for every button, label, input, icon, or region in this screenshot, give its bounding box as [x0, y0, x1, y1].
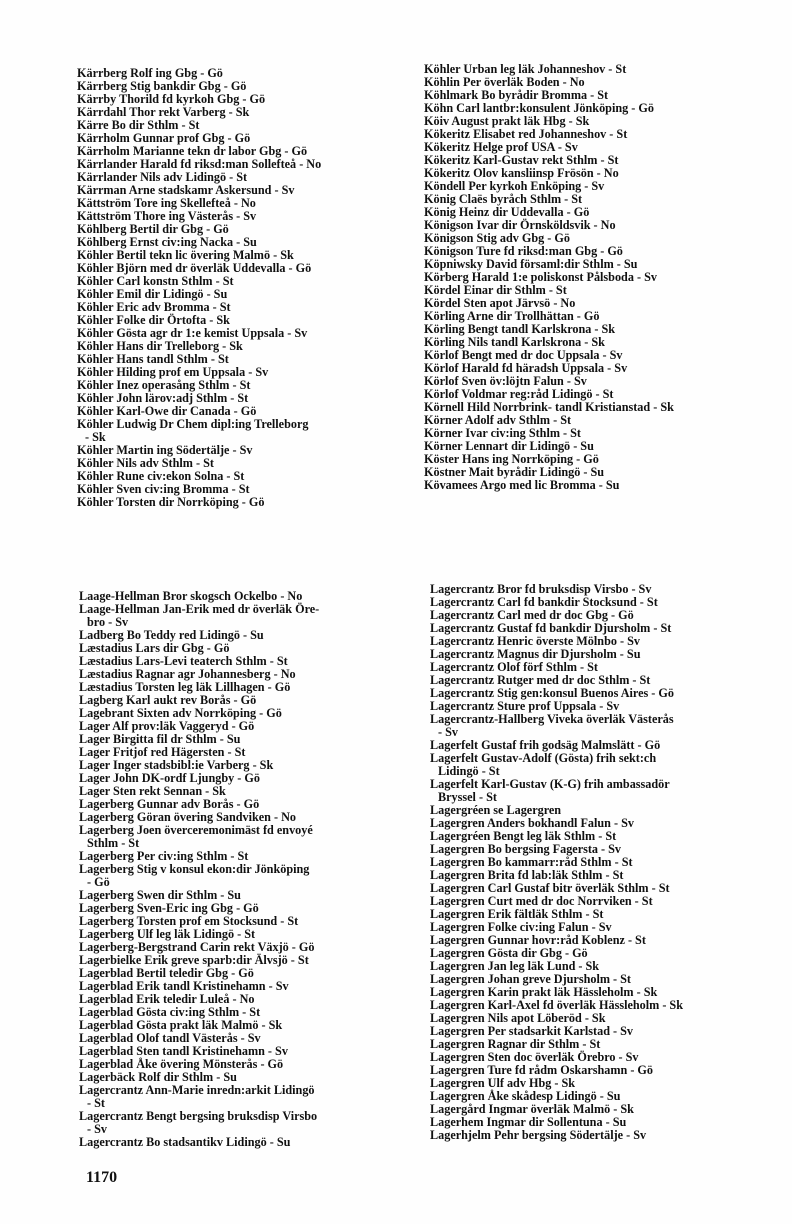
directory-entry: Köndell Per kyrkoh Enköping - Sv	[424, 179, 605, 193]
directory-entry: Kärrholm Marianne tekn dr labor Gbg - Gö	[77, 144, 308, 158]
directory-entry	[430, 778, 683, 804]
directory-entry: Köhlin Per överläk Boden - No	[424, 75, 585, 89]
directory-entry: Körlof Harald fd häradsh Uppsala - Sv	[424, 361, 628, 375]
directory-entry: Körberg Harald 1:e poliskonst Pålsboda - Sv	[424, 270, 657, 284]
directory-entry: Köhler Hilding prof em Uppsala - Sv	[77, 365, 269, 379]
directory-entry: Lagercrantz Olof förf Sthlm - St	[430, 660, 598, 674]
directory-entry: Lagergren Bo kammarr:råd Sthlm - St	[430, 855, 633, 869]
directory-entry: Lagerbielke Erik greve sparb:dir Älvsjö - St	[79, 953, 309, 967]
directory-entry: Kärrberg Stig bankdir Gbg - Gö	[77, 79, 247, 93]
directory-entry: Kärrlander Nils adv Lidingö - St	[77, 170, 248, 184]
directory-entry: Lagergren Karin prakt läk Hässleholm - Sk	[430, 985, 658, 999]
directory-entry: Kärrlander Harald fd riksd:man Sollefteå - No	[77, 157, 322, 171]
directory-entry: Körlof Bengt med dr doc Uppsala - Sv	[424, 348, 623, 362]
directory-entry: Köster Hans ing Norrköping - Gö	[424, 452, 599, 466]
directory-entry	[430, 713, 683, 739]
directory-entry: Lagerberg Ulf leg läk Lidingö - St	[79, 927, 256, 941]
directory-entry: Köhler Hans tandl Sthlm - St	[77, 352, 229, 366]
directory-entry: Köhler John lärov:adj Sthlm - St	[77, 391, 249, 405]
directory-entry: Lager John DK-ordf Ljungby - Gö	[79, 771, 260, 785]
directory-entry: Köhler Sven civ:ing Bromma - St	[77, 482, 250, 496]
directory-entry: Lager Birgitta fil dr Sthlm - Su	[79, 732, 241, 746]
directory-entry: Lagebrant Sixten adv Norrköping - Gö	[79, 706, 282, 720]
directory-entry: Lagergréen Bengt leg läk Sthlm - St	[430, 829, 617, 843]
directory-entry: Königson Ture fd riksd:man Gbg - Gö	[424, 244, 623, 258]
directory-column-bottom-right	[430, 583, 683, 1142]
directory-entry: Köhler Torsten dir Norrköping - Gö	[77, 495, 265, 509]
directory-entry: Lagerbäck Rolf dir Sthlm - Su	[79, 1070, 237, 1084]
directory-entry: Körner Lennart dir Lidingö - Su	[424, 439, 594, 453]
directory-entry: Lagergren Per stadsarkit Karlstad - Sv	[430, 1024, 633, 1038]
directory-entry: Köhler Nils adv Sthlm - St	[77, 456, 214, 470]
directory-entry: Lagerhem Ingmar dir Sollentuna - Su	[430, 1115, 627, 1129]
directory-entry: Lagercrantz Sture prof Uppsala - Sv	[430, 699, 620, 713]
directory-entry: Köhlmark Bo byrådir Bromma - St	[424, 88, 609, 102]
directory-entry-text: Lagercrantz Ann-Marie inredn:arkit Lidingö	[79, 1083, 315, 1097]
directory-entry: Lagergren Jan leg läk Lund - Sk	[430, 959, 600, 973]
directory-entry: Lagerblad Åke övering Mönsterås - Gö	[79, 1057, 284, 1071]
directory-entry: Kärre Bo dir Sthlm - St	[77, 118, 200, 132]
directory-entry: Kördel Einar dir Sthlm - St	[424, 283, 567, 297]
directory-entry	[430, 752, 683, 778]
directory-entry: Lagercrantz Gustaf fd bankdir Djursholm - St	[430, 621, 672, 635]
directory-entry: Köhler Folke dir Örtofta - Sk	[77, 313, 230, 327]
directory-entry: Ladberg Bo Teddy red Lidingö - Su	[79, 628, 264, 642]
directory-column-bottom-left	[79, 590, 319, 1149]
directory-entry: Lager Sten rekt Sennan - Sk	[79, 784, 226, 798]
directory-entry: Lagergren Nils apot Löberöd - Sk	[430, 1011, 606, 1025]
directory-entry: Lagerblad Gösta civ:ing Sthlm - St	[79, 1005, 261, 1019]
directory-entry: Lagergård Ingmar överläk Malmö - Sk	[430, 1102, 634, 1116]
directory-entry: Körlof Sven öv:löjtn Falun - Sv	[424, 374, 587, 388]
directory-entry: Lagerblad Bertil teledir Gbg - Gö	[79, 966, 254, 980]
directory-entry: Lagergren Karl-Axel fd överläk Hässleholm - Sk	[430, 998, 683, 1012]
directory-entry: Körling Nils tandl Karlskrona - Sk	[424, 335, 605, 349]
directory-entry-continuation: Lidingö - St	[438, 764, 500, 778]
directory-entry: Kökeritz Karl-Gustav rekt Sthlm - St	[424, 153, 619, 167]
directory-entry-text: Lagerfelt Karl-Gustav (K-G) frih ambassadör	[430, 777, 670, 791]
directory-entry: Lagberg Karl aukt rev Borås - Gö	[79, 693, 257, 707]
directory-entry-continuation: Sthlm - St	[87, 836, 140, 850]
directory-entry: Læstadius Torsten leg läk Lillhagen - Gö	[79, 680, 291, 694]
directory-entry: Lagergren Gunnar hovr:råd Koblenz - St	[430, 933, 646, 947]
directory-entry: Kättström Tore ing Skellefteå - No	[77, 196, 256, 210]
directory-entry: König Heinz dir Uddevalla - Gö	[424, 205, 590, 219]
directory-entry: Lager Inger stadsbibl:ie Varberg - Sk	[79, 758, 274, 772]
directory-entry: Köhler Gösta agr dr 1:e kemist Uppsala - Sv	[77, 326, 308, 340]
directory-entry: Körner Ivar civ:ing Sthlm - St	[424, 426, 581, 440]
directory-entry: Lagercrantz Magnus dir Djursholm - Su	[430, 647, 641, 661]
directory-entry: Lagergren Erik fältläk Sthlm - St	[430, 907, 604, 921]
directory-entry: Körnell Hild Norrbrink- tandl Kristianstad - Sk	[424, 400, 674, 414]
directory-entry-continuation: - St	[87, 1096, 105, 1110]
directory-entry: Köhn Carl lantbr:konsulent Jönköping - Gö	[424, 101, 654, 115]
directory-entry-text: Lagercrantz-Hallberg Viveka överläk Västerås	[430, 712, 674, 726]
directory-entry: Lagergren Carl Gustaf bitr överläk Sthlm - St	[430, 881, 670, 895]
directory-entry: Lagercrantz Henric överste Mölnbo - Sv	[430, 634, 640, 648]
directory-entry: Lagergren Folke civ:ing Falun - Sv	[430, 920, 612, 934]
directory-entry: Lagerberg Gunnar adv Borås - Gö	[79, 797, 260, 811]
page-number: 1170	[86, 1169, 118, 1186]
directory-entry: Köhler Martin ing Södertälje - Sv	[77, 443, 253, 457]
directory-entry: Lagergren Brita fd lab:läk Sthlm - St	[430, 868, 624, 882]
directory-entry: Kökeritz Elisabet red Johanneshov - St	[424, 127, 628, 141]
directory-entry	[77, 418, 321, 444]
directory-entry-continuation: bro - Sv	[87, 615, 129, 629]
directory-entry: Kövamees Argo med lic Bromma - Su	[424, 478, 620, 492]
directory-entry-continuation: - Sv	[87, 1122, 107, 1136]
directory-entry: Lagerberg Göran övering Sandviken - No	[79, 810, 297, 824]
directory-entry: Lagergren Gösta dir Gbg - Gö	[430, 946, 588, 960]
directory-entry: Lagercrantz Carl fd bankdir Stocksund - St	[430, 595, 658, 609]
directory-entry: Lagerblad Erik teledir Luleå - No	[79, 992, 255, 1006]
directory-entry: Lagerblad Erik tandl Kristinehamn - Sv	[79, 979, 289, 993]
directory-entry: Köhler Emil dir Lidingö - Su	[77, 287, 228, 301]
directory-entry: Königson Ivar dir Örnsköldsvik - No	[424, 218, 616, 232]
directory-entry: König Claës byråch Sthlm - St	[424, 192, 583, 206]
directory-entry: Lagerberg-Bergstrand Carin rekt Växjö - Gö	[79, 940, 315, 954]
directory-entry: Kärrman Arne stadskamr Askersund - Sv	[77, 183, 295, 197]
directory-entry: Laage-Hellman Bror skogsch Ockelbo - No	[79, 589, 303, 603]
directory-entry: Lagergren Åke skådesp Lidingö - Su	[430, 1089, 621, 1103]
directory-entry: Lagerhjelm Pehr bergsing Södertälje - Sv	[430, 1128, 647, 1142]
directory-entry: Köiv August prakt läk Hbg - Sk	[424, 114, 590, 128]
directory-entry: Lagergren Ulf adv Hbg - Sk	[430, 1076, 576, 1090]
directory-entry	[79, 1084, 319, 1110]
directory-entry: Lagerblad Olof tandl Västerås - Sv	[79, 1031, 261, 1045]
directory-entry: Köhler Urban leg läk Johanneshov - St	[424, 62, 627, 76]
directory-entry: Lagergren Bo bergsing Fagersta - Sv	[430, 842, 622, 856]
directory-entry: Lagergren Sten doc överläk Örebro - Sv	[430, 1050, 639, 1064]
directory-entry: Köhler Hans dir Trelleborg - Sk	[77, 339, 243, 353]
directory-entry	[79, 603, 319, 629]
directory-entry: Köhler Karl-Owe dir Canada - Gö	[77, 404, 257, 418]
directory-entry: Lagergren Anders bokhandl Falun - Sv	[430, 816, 634, 830]
directory-column-top-left	[77, 67, 321, 509]
directory-entry: Lagergren Ragnar dir Sthlm - St	[430, 1037, 601, 1051]
directory-entry: Lagerfelt Gustaf frih godsäg Malmslätt - Gö	[430, 738, 661, 752]
directory-entry: Læstadius Lars-Levi teaterch Sthlm - St	[79, 654, 288, 668]
directory-entry: Lagergren Johan greve Djursholm - St	[430, 972, 631, 986]
directory-entry: Lagergren Curt med dr doc Norrviken - St	[430, 894, 653, 908]
directory-entry	[79, 1110, 319, 1136]
directory-entry: Köhler Carl konstn Sthlm - St	[77, 274, 234, 288]
directory-entry-text: Laage-Hellman Jan-Erik med dr överläk Öre-	[79, 602, 320, 616]
directory-entry	[79, 824, 319, 850]
directory-entry: Lagercrantz Bo stadsantikv Lidingö - Su	[79, 1135, 291, 1149]
directory-entry: Köstner Mait byrådir Lidingö - Su	[424, 465, 605, 479]
directory-entry: Köhler Rune civ:ekon Solna - St	[77, 469, 245, 483]
directory-entry: Köhler Björn med dr överläk Uddevalla - Gö	[77, 261, 312, 275]
directory-entry: Lagerberg Torsten prof em Stocksund - St	[79, 914, 299, 928]
directory-entry: Körling Arne dir Trollhättan - Gö	[424, 309, 600, 323]
directory-entry-continuation: Bryssel - St	[438, 790, 497, 804]
directory-entry: Köpniwsky David församl:dir Sthlm - Su	[424, 257, 638, 271]
directory-entry: Kärrby Thorild fd kyrkoh Gbg - Gö	[77, 92, 266, 106]
directory-entry: Lager Alf prov:läk Vaggeryd - Gö	[79, 719, 255, 733]
directory-entry-text: Lagerfelt Gustav-Adolf (Gösta) frih sekt:ch	[430, 751, 657, 765]
directory-entry: Lager Fritjof red Hägersten - St	[79, 745, 246, 759]
directory-entry: Köhler Inez operasång Sthlm - St	[77, 378, 251, 392]
directory-entry-text: Lagerberg Joen överceremonimäst fd envoyé	[79, 823, 313, 837]
directory-entry: Körner Adolf adv Sthlm - St	[424, 413, 572, 427]
directory-entry: Königson Stig adv Gbg - Gö	[424, 231, 570, 245]
directory-entry: Læstadius Ragnar agr Johannesberg - No	[79, 667, 296, 681]
directory-entry: Kökeritz Olov kansliinsp Frösön - No	[424, 166, 619, 180]
directory-entry: Körling Bengt tandl Karlskrona - Sk	[424, 322, 616, 336]
directory-entry-text: Lagercrantz Bengt bergsing bruksdisp Virsbo	[79, 1109, 318, 1123]
directory-entry-continuation: - Sk	[85, 430, 106, 444]
directory-entry: Körlof Voldmar reg:råd Lidingö - St	[424, 387, 614, 401]
directory-entry-text: Köhler Ludwig Dr Chem dipl:ing Trelleborg	[77, 417, 309, 431]
directory-entry: Kärrdahl Thor rekt Varberg - Sk	[77, 105, 250, 119]
directory-entry-continuation: - Gö	[87, 875, 110, 889]
directory-column-top-right	[424, 63, 674, 492]
directory-entry: Kördel Sten apot Järvsö - No	[424, 296, 576, 310]
directory-entry: Lagercrantz Stig gen:konsul Buenos Aires - Gö	[430, 686, 674, 700]
directory-entry: Köhler Eric adv Bromma - St	[77, 300, 231, 314]
directory-entry: Köhler Bertil tekn lic övering Malmö - Sk	[77, 248, 294, 262]
directory-entry: Kärrberg Rolf ing Gbg - Gö	[77, 66, 223, 80]
directory-entry: Lagerberg Swen dir Sthlm - Su	[79, 888, 241, 902]
directory-entry: Læstadius Lars dir Gbg - Gö	[79, 641, 230, 655]
directory-entry: Lagercrantz Bror fd bruksdisp Virsbo - Sv	[430, 582, 652, 596]
directory-entry-continuation: - Sv	[438, 725, 458, 739]
directory-entry: Lagerblad Gösta prakt läk Malmö - Sk	[79, 1018, 283, 1032]
directory-entry: Lagercrantz Carl med dr doc Gbg - Gö	[430, 608, 634, 622]
directory-entry: Lagerberg Per civ:ing Sthlm - St	[79, 849, 249, 863]
directory-entry: Köhlberg Ernst civ:ing Nacka - Su	[77, 235, 257, 249]
directory-entry-text: Lagerberg Stig v konsul ekon:dir Jönköping	[79, 862, 310, 876]
directory-entry: Lagerblad Sten tandl Kristinehamn - Sv	[79, 1044, 288, 1058]
directory-entry: Lagerberg Sven-Eric ing Gbg - Gö	[79, 901, 259, 915]
directory-entry	[79, 863, 319, 889]
directory-entry: Köhlberg Bertil dir Gbg - Gö	[77, 222, 229, 236]
directory-entry: Kättström Thore ing Västerås - Sv	[77, 209, 257, 223]
directory-entry: Kärrholm Gunnar prof Gbg - Gö	[77, 131, 251, 145]
directory-entry: Lagergren Ture fd rådm Oskarshamn - Gö	[430, 1063, 654, 1077]
directory-entry: Kökeritz Helge prof USA - Sv	[424, 140, 578, 154]
directory-entry: Lagercrantz Rutger med dr doc Sthlm - St	[430, 673, 651, 687]
directory-entry: Lagergréen se Lagergren	[430, 803, 562, 817]
